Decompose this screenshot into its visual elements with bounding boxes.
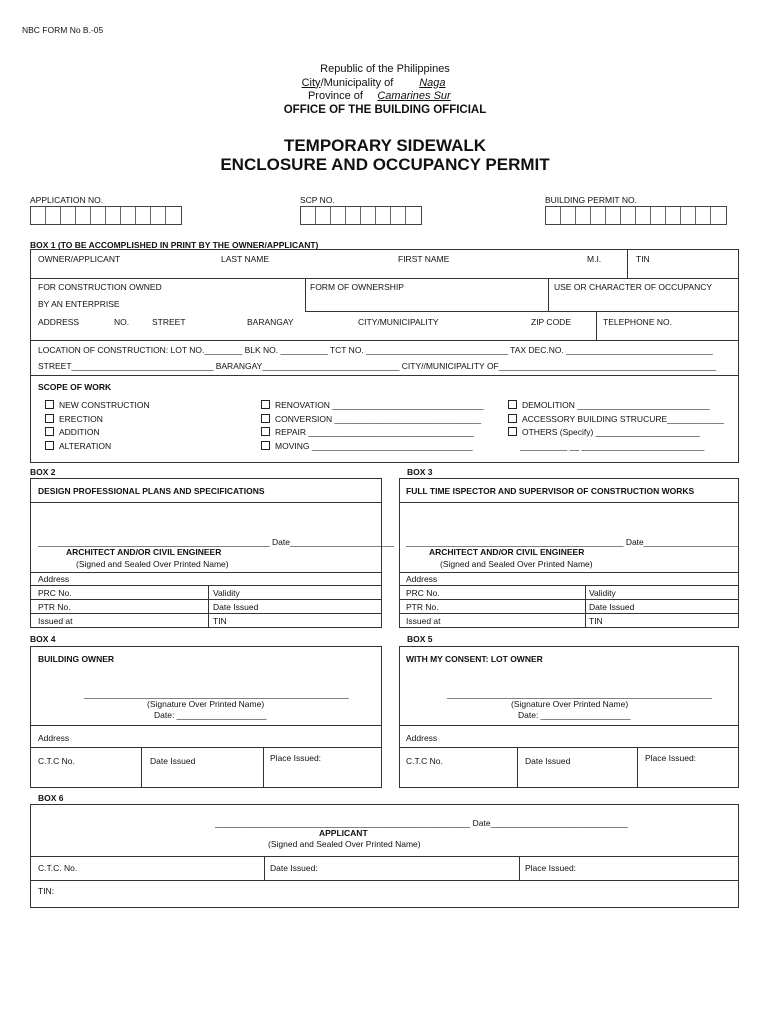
scope-other-line[interactable]: __________ __ __________________________: [520, 440, 705, 451]
title-line-1: TEMPORARY SIDEWALK: [283, 136, 487, 155]
scope-option[interactable]: RENOVATION ________________________________: [261, 399, 484, 413]
scope-option[interactable]: ERECTION: [45, 413, 150, 427]
box3-title: ARCHITECT AND/OR CIVIL ENGINEER: [429, 547, 585, 557]
box4-date-line[interactable]: Date: ___________________: [154, 710, 267, 720]
box6-title: APPLICANT: [319, 828, 368, 838]
box5-place-issued-label: Place Issued:: [645, 753, 697, 763]
scope-option[interactable]: ADDITION: [45, 426, 150, 440]
republic-line: Republic of the Philippines: [320, 63, 450, 75]
box3-subtitle: (Signed and Sealed Over Printed Name): [440, 559, 593, 569]
city-line: City/Municipality of Naga: [0, 77, 770, 91]
box2-validity-label: Validity: [213, 588, 240, 598]
box3-validity-label: Validity: [589, 588, 616, 598]
box6-label: BOX 6: [38, 793, 64, 803]
box5-signature-line[interactable]: ________________________________________________________: [447, 689, 712, 699]
box3-signature-line[interactable]: ______________________________________________ Date____________________: [406, 537, 739, 547]
box2-title: ARCHITECT AND/OR CIVIL ENGINEER: [66, 547, 222, 557]
checkbox-icon: [261, 414, 270, 423]
checkbox-icon: [508, 414, 517, 423]
building-permit-no-boxes[interactable]: [545, 206, 727, 225]
address-city-label: CITY/MUNICIPALITY: [358, 317, 439, 327]
box5-address-label: Address: [406, 733, 438, 743]
address-street-label: STREET: [152, 317, 186, 327]
scp-no-boxes[interactable]: [300, 206, 422, 225]
address-barangay-label: BARANGAY: [247, 317, 294, 327]
office-title: OFFICE OF THE BUILDING OFFICIAL: [283, 103, 487, 116]
building-permit-no-label: BUILDING PERMIT NO.: [545, 195, 637, 205]
box4-heading: BUILDING OWNER: [38, 654, 115, 664]
box4-place-issued-label: Place Issued:: [270, 753, 322, 763]
address-no-label: NO.: [114, 317, 130, 327]
zip-code-label: ZIP CODE: [531, 317, 571, 327]
checkbox-icon: [261, 400, 270, 409]
owner-applicant-label: OWNER/APPLICANT: [38, 254, 121, 264]
application-no-label: APPLICATION NO.: [30, 195, 104, 205]
address-label: ADDRESS: [38, 317, 80, 327]
scope-option[interactable]: NEW CONSTRUCTION: [45, 399, 150, 413]
box2-issued-at-label: Issued at: [38, 616, 73, 626]
application-no-boxes[interactable]: [30, 206, 182, 225]
scope-option[interactable]: ALTERATION: [45, 440, 150, 454]
scope-of-work-heading: SCOPE OF WORK: [38, 382, 112, 392]
box3-date-issued-label: Date Issued: [589, 602, 635, 612]
box4-ctc-label: C.T.C No.: [38, 756, 75, 766]
box2-label: BOX 2: [30, 467, 56, 477]
box6-ctc-label: C.T.C. No.: [38, 863, 78, 873]
box3-prc-label: PRC No.: [406, 588, 440, 598]
box6-signature-line[interactable]: ______________________________________________________ Date_____________________________: [215, 818, 628, 828]
box2-address-label: Address: [38, 574, 70, 584]
box6-date-issued-label: Date Issued:: [270, 863, 318, 873]
box6-place-issued-label: Place Issued:: [525, 863, 577, 873]
checkbox-icon: [261, 427, 270, 436]
box5-label: BOX 5: [407, 634, 433, 644]
scope-column-1: [45, 399, 150, 453]
last-name-label: LAST NAME: [221, 254, 270, 264]
scope-option[interactable]: REPAIR ___________________________________: [261, 426, 484, 440]
box4-label: BOX 4: [30, 634, 56, 644]
province-line: Province of Camarines Sur: [0, 90, 770, 104]
checkbox-icon: [508, 400, 517, 409]
box2-date-issued-label: Date Issued: [213, 602, 259, 612]
scope-option[interactable]: CONVERSION _______________________________: [261, 413, 484, 427]
scope-option[interactable]: MOVING __________________________________: [261, 440, 484, 454]
telephone-label: TELEPHONE NO.: [603, 317, 672, 327]
box4-signature-caption: (Signature Over Printed Name): [147, 699, 265, 709]
box4-date-issued-label: Date Issued: [150, 756, 196, 766]
checkbox-icon: [45, 400, 54, 409]
box3-heading: FULL TIME ISPECTOR AND SUPERVISOR OF CONSTRUCTION WORKS: [406, 486, 695, 496]
box3-label: BOX 3: [407, 467, 433, 477]
box1-heading: BOX 1 (TO BE ACCOMPLISHED IN PRINT BY THE OWNER/APPLICANT): [30, 240, 319, 250]
scope-column-2: [261, 399, 484, 453]
scope-column-3: [508, 399, 724, 453]
box2-ptr-label: PTR No.: [38, 602, 71, 612]
tin-label: TIN: [636, 254, 650, 264]
location-street-line[interactable]: STREET______________________________ BARANGAY_____________________________ CITY//MUNICIPALITY OF______________________________________________: [38, 361, 717, 371]
scope-option[interactable]: OTHERS (Specify) ______________________: [508, 426, 724, 440]
box5-date-line[interactable]: Date: ___________________: [518, 710, 631, 720]
checkbox-icon: [508, 427, 517, 436]
location-construction-line[interactable]: LOCATION OF CONSTRUCTION: LOT NO.________ BLK NO. __________ TCT NO. ______________________________ TAX DEC.NO. _______________________________: [38, 345, 713, 355]
checkbox-icon: [45, 414, 54, 423]
scope-option[interactable]: ACCESSORY BUILDING STRUCURE____________: [508, 413, 724, 427]
title-line-2: ENCLOSURE AND OCCUPANCY PERMIT: [220, 155, 550, 174]
box2-heading: DESIGN PROFESSIONAL PLANS AND SPECIFICATIONS: [38, 486, 265, 496]
box3-issued-at-label: Issued at: [406, 616, 441, 626]
form-of-ownership-label: FORM OF OWNERSHIP: [310, 282, 404, 292]
box6-tin-label: TIN:: [38, 886, 55, 896]
box2-tin-label: TIN: [213, 616, 227, 626]
box4-address-label: Address: [38, 733, 70, 743]
box2-prc-label: PRC No.: [38, 588, 72, 598]
scope-option[interactable]: DEMOLITION ____________________________: [508, 399, 724, 413]
city-value: Naga: [419, 76, 446, 89]
box2-subtitle: (Signed and Sealed Over Printed Name): [76, 559, 229, 569]
province-value: Camarines Sur: [377, 90, 451, 102]
checkbox-icon: [45, 441, 54, 450]
box5-signature-caption: (Signature Over Printed Name): [511, 699, 629, 709]
use-character-label: USE OR CHARACTER OF OCCUPANCY: [554, 282, 713, 292]
box3-tin-label: TIN: [589, 616, 603, 626]
form-number: NBC FORM No B.-05: [22, 25, 104, 35]
box2-signature-line[interactable]: _________________________________________________ Date______________________: [38, 537, 394, 547]
enterprise-label: BY AN ENTERPRISE: [38, 299, 120, 309]
box4-signature-line[interactable]: ________________________________________________________: [84, 689, 349, 699]
box5-heading: WITH MY CONSENT: LOT OWNER: [406, 654, 543, 664]
box3-address-label: Address: [406, 574, 438, 584]
construction-owned-label: FOR CONSTRUCTION OWNED: [38, 282, 162, 292]
box6-subtitle: (Signed and Sealed Over Printed Name): [268, 839, 421, 849]
scp-no-label: SCP NO.: [300, 195, 335, 205]
box5-date-issued-label: Date Issued: [525, 756, 571, 766]
checkbox-icon: [261, 441, 270, 450]
box5-ctc-label: C.T.C No.: [406, 756, 443, 766]
checkbox-icon: [45, 427, 54, 436]
permit-title: [0, 136, 770, 174]
box3-ptr-label: PTR No.: [406, 602, 439, 612]
form-header: [0, 63, 770, 117]
first-name-label: FIRST NAME: [398, 254, 450, 264]
mi-label: M.I.: [587, 254, 602, 264]
